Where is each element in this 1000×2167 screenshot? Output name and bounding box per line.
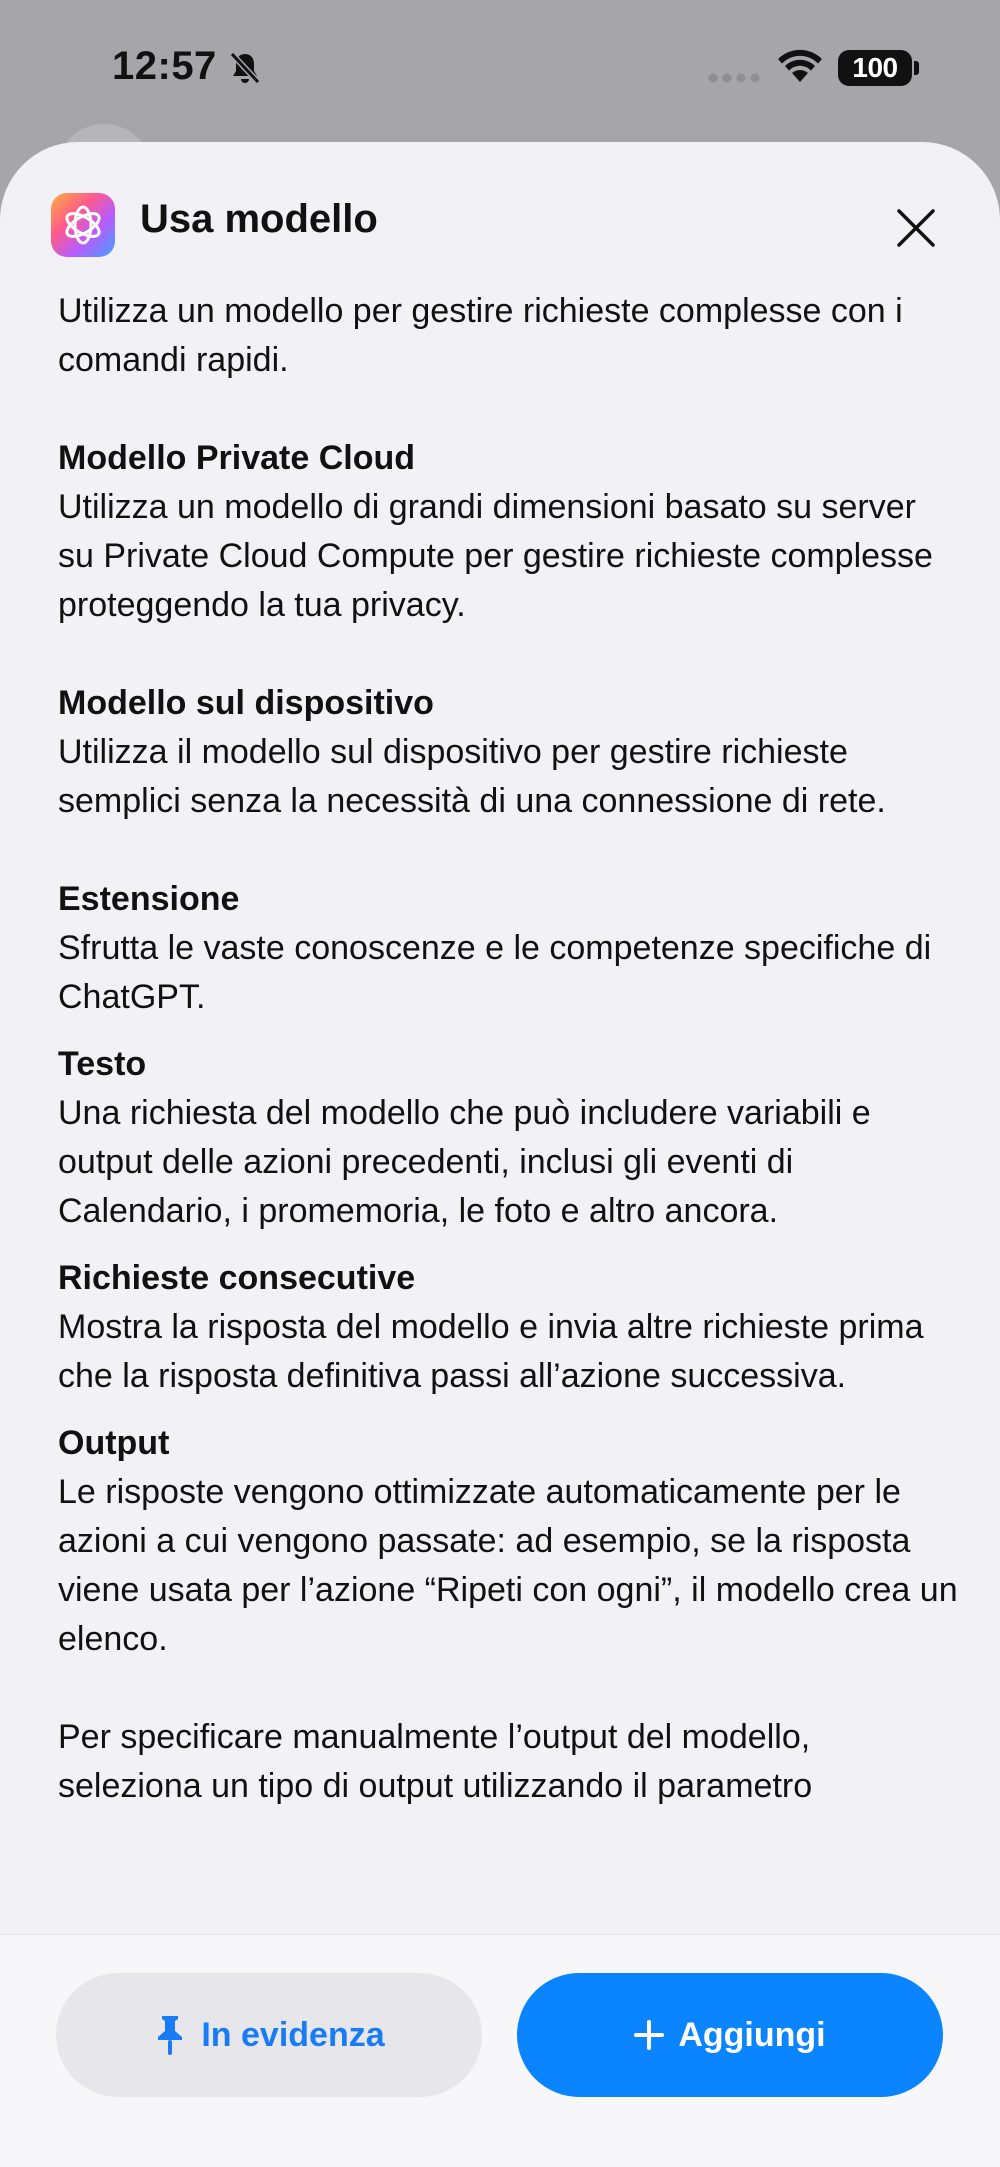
- sheet-title: Usa modello: [140, 197, 378, 241]
- apple-intelligence-icon: [51, 193, 115, 257]
- battery-indicator: [838, 50, 912, 86]
- signal-icon: [708, 70, 762, 88]
- battery-tip: [914, 61, 919, 75]
- pin-button[interactable]: [56, 1973, 482, 2097]
- status-bar: [0, 0, 1000, 140]
- sheet-content: [58, 287, 958, 2077]
- section-heading: Output: [58, 1424, 170, 1462]
- section-body: Mostra la risposta del modello e invia altre richieste prima che la risposta definitiva passi all’azione successiva.: [58, 1308, 924, 1395]
- bell-slash-icon: [228, 50, 262, 91]
- trailing-paragraph: Per specificare manualmente l’output del modello, seleziona un tipo di output utilizzando il parametro: [58, 1718, 813, 1805]
- section-output: [58, 1419, 958, 1664]
- add-button-label: Aggiungi: [678, 2015, 826, 2054]
- section-heading: Testo: [58, 1045, 147, 1083]
- intro-text: Utilizza un modello per gestire richieste complesse con i comandi rapidi.: [58, 292, 903, 379]
- status-time: 12:57: [112, 44, 217, 88]
- section-body: Utilizza un modello di grandi dimensioni basato su server su Private Cloud Compute per gestire richieste complesse proteggendo la tua privacy.: [58, 488, 933, 624]
- action-info-sheet: [0, 142, 1000, 2167]
- section-heading: Richieste consecutive: [58, 1259, 416, 1297]
- section-body: Una richiesta del modello che può includere variabili e output delle azioni precedenti, inclusi gli eventi di Calendario, i promemoria, le foto e altro ancora.: [58, 1094, 871, 1230]
- battery-level: 100: [852, 52, 898, 83]
- section-text: [58, 1040, 958, 1236]
- plus-icon: [634, 2020, 664, 2050]
- section-on-device: [58, 679, 958, 826]
- section-private-cloud: [58, 434, 958, 630]
- section-body: Le risposte vengono ottimizzate automaticamente per le azioni a cui vengono passate: ad esempio, se la risposta viene usata per l’azione “Ripeti con ogni”, il modello crea un elenco.: [58, 1473, 958, 1658]
- pin-button-label: In evidenza: [201, 2015, 385, 2054]
- close-button[interactable]: [890, 202, 942, 254]
- wifi-icon: [776, 48, 824, 89]
- section-heading: Modello Private Cloud: [58, 439, 416, 477]
- section-heading: Modello sul dispositivo: [58, 684, 434, 722]
- add-button[interactable]: [517, 1973, 943, 2097]
- close-icon: [896, 208, 936, 248]
- section-body: Utilizza il modello sul dispositivo per gestire richieste semplici senza la necessità di una connessione di rete.: [58, 733, 886, 820]
- section-body: Sfrutta le vaste conoscenze e le competenze specifiche di ChatGPT.: [58, 929, 932, 1016]
- section-extension: [58, 875, 958, 1022]
- section-follow-up: [58, 1254, 958, 1401]
- section-heading: Estensione: [58, 880, 240, 918]
- pin-icon: [153, 2013, 187, 2057]
